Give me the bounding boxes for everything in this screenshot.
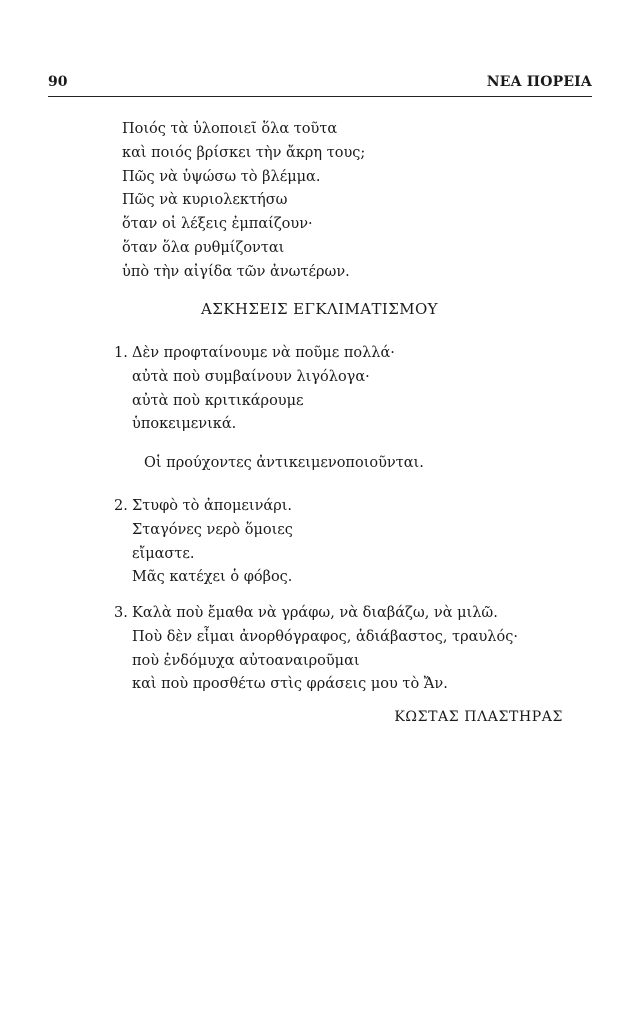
poem-line: καὶ ποὺ προσθέτω στὶς φράσεις μου τὸ Ἄν. <box>132 676 448 693</box>
poem-line: αὐτὰ ποὺ κριτικάρουμε <box>132 392 304 409</box>
poem-line: ὑπὸ τὴν αἰγίδα τῶν ἀνωτέρων. <box>122 263 350 280</box>
journal-title: ΝΕΑ ΠΟΡΕΙΑ <box>486 74 592 90</box>
poem-line: Καλὰ ποὺ ἔμαθα νὰ γράφω, νὰ διαβάζω, νὰ μιλῶ. <box>132 605 498 621</box>
exercise-1-closing: Οἱ προύχοντες ἀντικειμενοποιοῦνται. <box>144 455 424 471</box>
poem-line: Σταγόνες νερὸ ὅμοιες <box>132 521 293 538</box>
exercise-number: 3. <box>114 605 128 621</box>
section-title: ΑΣΚΗΣΕΙΣ ΕΓΚΛΙΜΑΤΙΣΜΟΥ <box>201 300 438 318</box>
exercise-number: 2. <box>114 498 128 514</box>
poem-line: ὅταν ὅλα ρυθμίζονται <box>122 239 285 256</box>
poem-line: ποὺ ἐνδόμυχα αὐτοαναιροῦμαι <box>132 652 360 669</box>
poem-line: Ποὺ δὲν εἶμαι ἀνορθόγραφος, ἀδιάβαστος, τραυλός· <box>132 628 518 645</box>
poem-line: εἴμαστε. <box>132 545 195 562</box>
poem-line: Δὲν προφταίνουμε νὰ ποῦμε πολλά· <box>132 345 395 361</box>
poem-line: Πῶς νὰ κυριολεκτήσω <box>122 192 288 209</box>
poem-line: καὶ ποιός βρίσκει τὴν ἄκρη τους; <box>122 144 366 161</box>
poem-line: Μᾶς κατέχει ὁ φόβος. <box>132 569 293 586</box>
exercise-number: 1. <box>114 345 128 361</box>
page-number: 90 <box>48 74 68 90</box>
exercise-body <box>132 495 293 590</box>
exercise-body <box>132 342 395 437</box>
poem-line: ὅταν οἱ λέξεις ἐμπαίζουν· <box>122 216 313 233</box>
page-header <box>48 70 592 97</box>
opening-stanza <box>122 118 365 285</box>
poem-line: Ποιός τὰ ὑλοποιεῖ ὅλα τοῦτα <box>122 121 338 137</box>
poem-line: αὐτὰ ποὺ συμβαίνουν λιγόλογα· <box>132 368 370 385</box>
poem-line: ὑποκειμενικά. <box>132 416 237 433</box>
exercise-body <box>132 602 518 697</box>
poem-line: Πῶς νὰ ὑψώσω τὸ βλέμμα. <box>122 168 321 185</box>
author-signature: ΚΩΣΤΑΣ ΠΛΑΣΤΗΡΑΣ <box>394 709 563 725</box>
poem-line: Στυφὸ τὸ ἀπομεινάρι. <box>132 498 293 514</box>
